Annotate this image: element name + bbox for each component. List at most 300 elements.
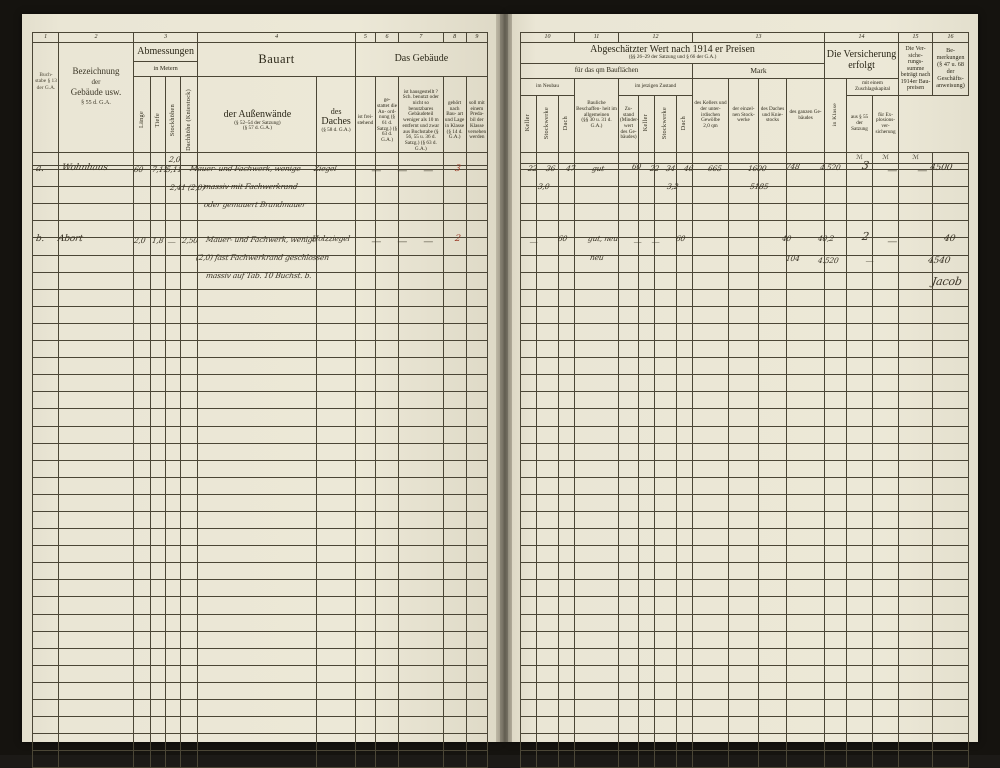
table-cell [375,221,398,238]
table-row [33,563,488,580]
table-cell [375,306,398,323]
table-cell [59,460,134,477]
table-cell [355,187,375,204]
table-cell [375,426,398,443]
table-cell [559,717,575,734]
table-cell [759,734,787,751]
table-cell [729,546,759,563]
table-cell [677,341,693,358]
table-cell [933,546,969,563]
table-cell [399,221,443,238]
table-cell [729,648,759,665]
table-cell [559,546,575,563]
table-cell [166,614,181,631]
table-cell [355,460,375,477]
table-cell [639,323,655,340]
table-cell [559,443,575,460]
table-row [33,170,488,187]
table-cell [59,306,134,323]
table-cell [466,511,487,528]
table-cell [151,375,166,392]
table-cell [559,494,575,511]
table-cell [677,494,693,511]
table-cell [399,375,443,392]
table-cell [933,238,969,255]
table-cell [729,460,759,477]
table-cell [847,375,873,392]
table-cell [787,563,825,580]
table-cell [59,597,134,614]
table-cell [33,717,59,734]
table-cell [899,341,933,358]
table-cell [466,358,487,375]
table-cell [399,409,443,426]
table-cell [317,341,355,358]
table-cell [33,665,59,682]
table-cell [521,665,537,682]
entry-a-designation: Wohnhaus [61,163,109,173]
table-cell [466,289,487,306]
table-cell [933,204,969,221]
table-row [521,597,969,614]
entry-a-baulich: gut [591,164,605,173]
table-cell [899,358,933,375]
table-cell [559,187,575,204]
table-cell [181,289,198,306]
table-cell [133,306,150,323]
table-cell [537,665,559,682]
table-cell [787,204,825,221]
table-cell [375,443,398,460]
table-cell [873,631,899,648]
table-cell [375,580,398,597]
table-cell [677,187,693,204]
table-cell [443,358,466,375]
table-cell [521,700,537,717]
table-cell [559,289,575,306]
table-cell [873,546,899,563]
table-cell [537,682,559,699]
table-cell [693,614,729,631]
table-row [33,734,488,751]
table-cell [33,614,59,631]
header-in-klasse: in Klasse [831,102,838,126]
table-cell [677,580,693,597]
table-cell [521,153,537,170]
table-row [521,358,969,375]
entry-a-klasse: 3 [454,164,462,174]
table-cell [399,392,443,409]
table-row [33,751,488,768]
table-cell [787,477,825,494]
table-cell [355,477,375,494]
table-cell [133,153,150,170]
header-versicherung-erfolgt: erfolgt [848,59,875,71]
table-cell [355,306,375,323]
table-cell [899,170,933,187]
header-dach-ref: (§ 58 d. G.A.) [321,126,351,133]
table-cell [33,580,59,597]
table-cell [559,597,575,614]
table-row [521,409,969,426]
table-cell [693,238,729,255]
table-cell [466,700,487,717]
table-cell [575,153,619,170]
table-cell [466,682,487,699]
table-cell [59,272,134,289]
table-cell [847,272,873,289]
table-row [33,717,488,734]
table-cell [537,700,559,717]
table-cell [825,665,847,682]
entry-b-stockhoehen: — [167,237,177,246]
table-cell [355,238,375,255]
table-cell [847,238,873,255]
table-cell [729,153,759,170]
table-cell [355,597,375,614]
table-cell [847,443,873,460]
table-cell [787,700,825,717]
table-cell [619,614,639,631]
table-cell [181,494,198,511]
table-cell [677,170,693,187]
table-cell [677,204,693,221]
table-cell [825,170,847,187]
table-cell [521,358,537,375]
table-cell [575,477,619,494]
table-cell [575,751,619,768]
table-cell [933,323,969,340]
table-cell [399,529,443,546]
table-cell [899,409,933,426]
table-cell [166,751,181,768]
table-cell [899,717,933,734]
entry-b-zuschlag-55-2: — [865,256,875,265]
table-cell [933,170,969,187]
table-cell [729,170,759,187]
table-cell [559,665,575,682]
header-aussenwaende-ref1: (§ 52–54 der Satzung) [234,119,281,126]
table-cell [575,170,619,187]
table-cell [521,409,537,426]
entry-a-neubau-dach: 47 [565,164,576,173]
table-cell [399,170,443,187]
header-im-neubau: im Neubau [536,83,559,90]
table-cell [466,443,487,460]
entry-b-jetzt-keller: — [633,237,643,246]
table-cell [166,170,181,187]
table-cell [133,546,150,563]
table-cell [537,529,559,546]
entry-b-laenge: 2,0 [133,236,147,245]
table-cell [355,665,375,682]
table-cell [166,648,181,665]
table-cell [521,717,537,734]
table-cell [59,563,134,580]
table-cell [873,460,899,477]
table-cell [355,648,375,665]
table-cell [933,734,969,751]
table-cell [639,255,655,272]
table-cell [655,341,677,358]
table-cell [537,238,559,255]
header-versicherungssumme: Die Ver- siche- rungs- summe beträgt nach 1914er Bau- preisen [900,45,931,92]
table-cell [317,648,355,665]
table-cell [655,717,677,734]
table-cell [537,563,559,580]
table-cell [537,392,559,409]
table-cell [181,734,198,751]
table-cell [619,170,639,187]
table-cell [166,717,181,734]
table-cell [181,529,198,546]
table-cell [873,751,899,768]
table-cell [537,546,559,563]
table-cell [521,392,537,409]
table-cell [847,597,873,614]
table-cell [933,153,969,170]
table-cell [33,323,59,340]
table-cell [825,375,847,392]
table-cell [521,272,537,289]
table-row [33,529,488,546]
table-cell [639,204,655,221]
table-cell [198,460,317,477]
table-cell [873,323,899,340]
table-cell [847,170,873,187]
colnum-13: 13 [693,33,825,43]
header-aus-paragraph-55: aus § 55 der Satzung [850,114,869,132]
table-cell [166,665,181,682]
table-cell [847,255,873,272]
colnum-1: 1 [33,33,59,43]
table-cell [575,443,619,460]
table-cell [198,153,317,170]
table-cell [59,221,134,238]
table-cell [619,563,639,580]
table-cell [873,306,899,323]
table-cell [521,546,537,563]
table-cell [181,648,198,665]
table-cell [847,631,873,648]
table-cell [619,580,639,597]
table-cell [575,204,619,221]
table-cell [899,272,933,289]
header-aussenwaende: der Außenwände [223,109,292,121]
table-cell [899,306,933,323]
table-cell [33,443,59,460]
table-cell [181,580,198,597]
table-cell [198,631,317,648]
table-cell [375,700,398,717]
colnum-15: 15 [899,33,933,43]
table-cell [759,170,787,187]
table-cell [355,426,375,443]
table-cell [443,717,466,734]
table-cell [33,204,59,221]
table-cell [575,665,619,682]
table-cell [693,375,729,392]
table-cell [466,546,487,563]
table-cell [619,255,639,272]
table-cell [59,751,134,768]
header-neubau-dach: Dach [562,115,570,130]
header-buchstabe: Buch- stabe § 13 der G.A. [35,72,57,91]
table-cell [933,563,969,580]
table-cell [443,580,466,597]
entry-a-aussenwaende-2: massiv mit Fachwerkrand [203,182,299,191]
table-cell [181,204,198,221]
table-cell [847,221,873,238]
table-cell [575,426,619,443]
table-cell [899,511,933,528]
table-cell [33,238,59,255]
table-cell [537,306,559,323]
table-cell [847,734,873,751]
table-cell [899,443,933,460]
table-cell [873,272,899,289]
header-neubau-keller: Keller [524,114,532,132]
table-cell [933,375,969,392]
table-cell [198,734,317,751]
table-cell [399,648,443,665]
table-cell [198,221,317,238]
table-row [521,563,969,580]
table-cell [181,238,198,255]
table-cell [521,734,537,751]
table-cell [873,682,899,699]
table-cell [198,751,317,768]
table-cell [355,631,375,648]
table-cell [537,751,559,768]
table-cell [33,341,59,358]
entry-b-jetzt-stock: — [651,237,661,246]
table-cell [759,511,787,528]
table-cell [559,238,575,255]
table-cell [619,700,639,717]
table-cell [33,546,59,563]
table-cell [537,614,559,631]
table-cell [59,682,134,699]
table-cell [317,580,355,597]
table-cell [619,289,639,306]
table-cell [825,238,847,255]
table-cell [559,734,575,751]
table-cell [639,409,655,426]
table-cell [873,734,899,751]
table-cell [899,460,933,477]
header-hausgestellt: ist hausgestellt ? Sch. benutzt oder nicht so benutzbares Gebäudeteil weniger als 10 m entfernt und zwar aus Buchstabe (§ 56, 55 u. 36 d. Satzg.) (§ 63 d. G.A.) [402,88,440,152]
entry-b-dach-wert: 40 [781,234,792,243]
table-cell [575,614,619,631]
table-cell [677,717,693,734]
table-cell [825,580,847,597]
table-cell [181,153,198,170]
table-cell [847,700,873,717]
table-cell [759,306,787,323]
table-cell [619,511,639,528]
table-cell [559,153,575,170]
table-cell [825,631,847,648]
table-cell [873,597,899,614]
table-cell [181,426,198,443]
table-cell [787,170,825,187]
table-cell [466,323,487,340]
table-cell [575,648,619,665]
table-cell [825,443,847,460]
table-cell [537,187,559,204]
table-cell [166,443,181,460]
table-cell [317,631,355,648]
table-cell [133,255,150,272]
table-cell [729,187,759,204]
table-cell [787,358,825,375]
table-cell [151,323,166,340]
table-cell [399,665,443,682]
table-cell [443,306,466,323]
table-cell [825,546,847,563]
table-row [33,648,488,665]
table-cell [787,631,825,648]
table-cell [575,221,619,238]
table-cell [521,255,537,272]
table-cell [355,358,375,375]
table-cell [151,341,166,358]
table-cell [443,341,466,358]
entry-a-gebaeude-wert: 4.520 [819,163,842,172]
table-cell [899,426,933,443]
table-cell [619,529,639,546]
table-cell [619,665,639,682]
table-cell [655,323,677,340]
table-cell [575,306,619,323]
table-cell [133,700,150,717]
table-cell [677,751,693,768]
table-cell [693,204,729,221]
table-row [521,529,969,546]
table-cell [355,700,375,717]
header-stockhoehen: Stockhöhen [168,103,176,136]
table-cell [639,392,655,409]
table-cell [825,221,847,238]
table-cell [847,563,873,580]
table-cell [759,153,787,170]
table-row [33,409,488,426]
left-page-body [32,152,488,768]
table-row [521,665,969,682]
table-row [521,443,969,460]
header-das-gebaeude: Das Gebäude [394,53,449,65]
table-cell [133,580,150,597]
table-cell [317,563,355,580]
table-row [521,323,969,340]
table-cell [677,682,693,699]
table-cell [375,187,398,204]
table-cell [787,272,825,289]
table-cell [787,238,825,255]
table-cell [729,221,759,238]
table-cell [873,358,899,375]
table-cell [899,648,933,665]
table-cell [198,272,317,289]
header-in-metern: in Metern [153,64,178,72]
table-cell [399,358,443,375]
table-cell [33,255,59,272]
table-cell [639,597,655,614]
entry-a-baulich-2: 3,0 [537,182,551,191]
table-cell [443,375,466,392]
table-cell [181,409,198,426]
